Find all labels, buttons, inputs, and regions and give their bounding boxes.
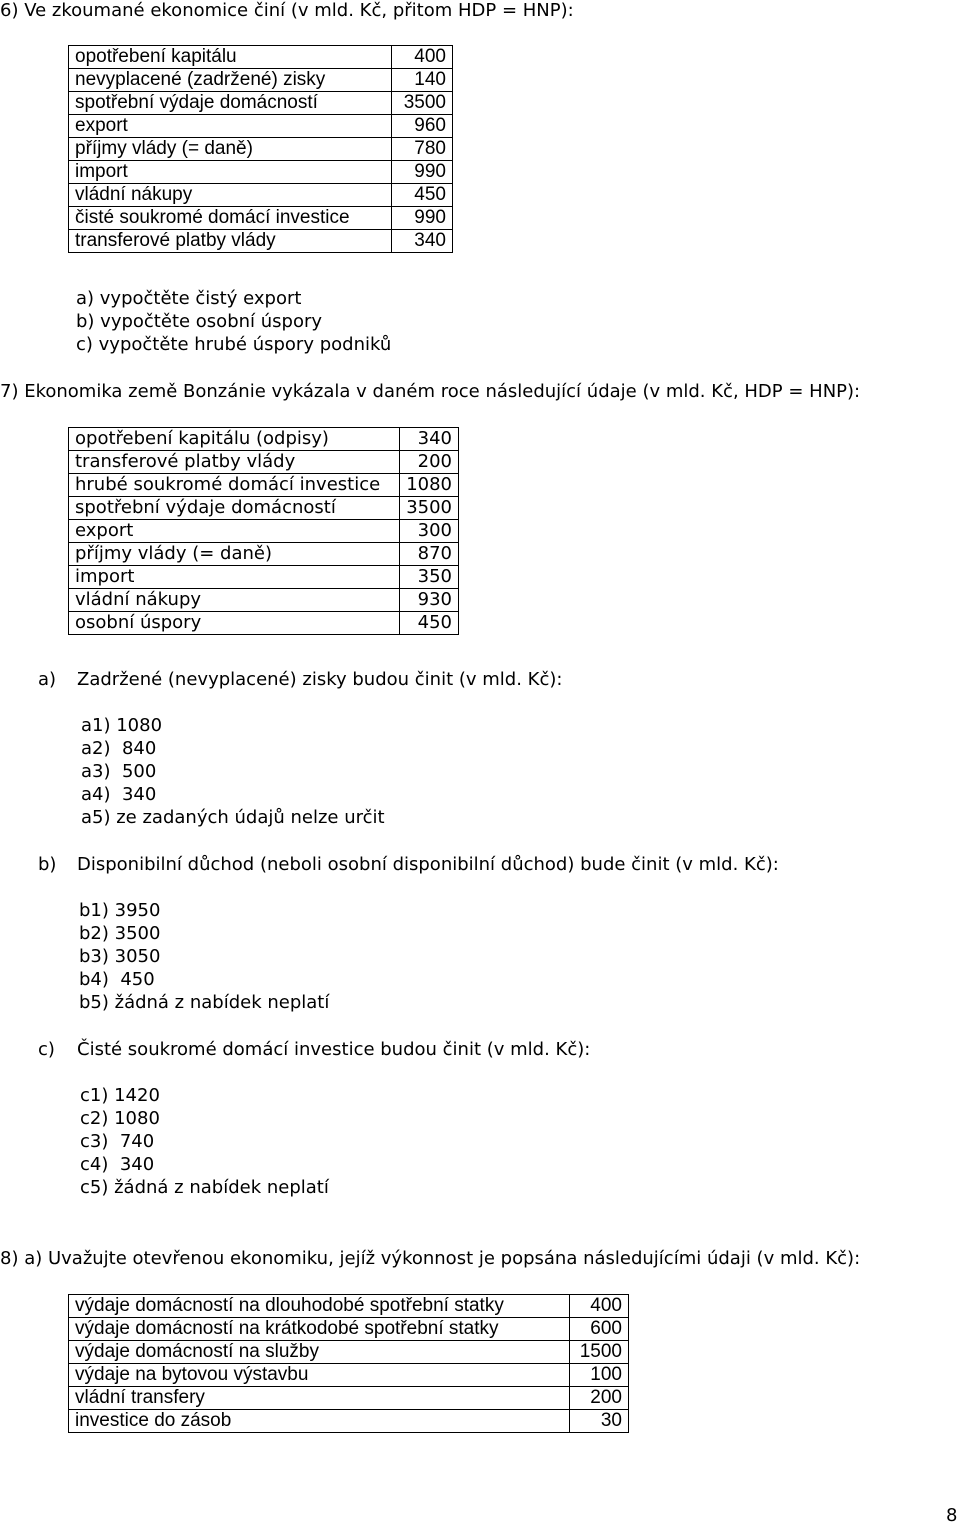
q7-value: 200 [400,451,459,474]
table-row [69,184,453,207]
q8-value: 1500 [570,1341,629,1364]
q7c-option-2: c2) 1080 [80,1108,160,1129]
q6-value: 960 [392,115,453,138]
q6-value: 140 [392,69,453,92]
table-row [69,1318,629,1341]
table-row [69,1387,629,1410]
q7-item: spotřební výdaje domácností [69,497,400,520]
q7b-label: b) [38,854,57,875]
table-row [69,1295,629,1318]
q7c-text: Čisté soukromé domácí investice budou činit (v mld. Kč): [77,1039,591,1060]
q7-item: import [69,566,400,589]
q7-item: vládní nákupy [69,589,400,612]
q8-value: 600 [570,1318,629,1341]
table-row [69,69,453,92]
q7-table [68,427,459,635]
q8-value: 400 [570,1295,629,1318]
page-number: 8 [946,1505,958,1526]
q7-value: 870 [400,543,459,566]
q7-value: 3500 [400,497,459,520]
q6-value: 3500 [392,92,453,115]
q8-item: výdaje domácností na krátkodobé spotřební statky [69,1318,570,1341]
q6-item: vládní nákupy [69,184,392,207]
q8-table [68,1294,629,1433]
q7a-text: Zadržené (nevyplacené) zisky budou činit (v mld. Kč): [77,669,563,690]
q8-heading: 8) a) Uvažujte otevřenou ekonomiku, jejíž výkonnost je popsána následujícími údaji (v mld. Kč): [0,1248,861,1269]
q7a-label: a) [38,669,57,690]
q7b-option-4: b4) 450 [79,969,155,990]
q8-value: 200 [570,1387,629,1410]
q6-item: příjmy vlády (= daně) [69,138,392,161]
q7c-option-3: c3) 740 [80,1131,155,1152]
q7b-option-2: b2) 3500 [79,923,161,944]
q6-task-a: a) vypočtěte čistý export [76,288,302,309]
q7b-option-1: b1) 3950 [79,900,161,921]
table-row [69,451,459,474]
q6-value: 990 [392,207,453,230]
q7-value: 350 [400,566,459,589]
table-row [69,115,453,138]
q6-value: 450 [392,184,453,207]
q6-item: export [69,115,392,138]
table-row [69,92,453,115]
q6-item: opotřebení kapitálu [69,46,392,69]
q7-item: hrubé soukromé domácí investice [69,474,400,497]
q6-value: 990 [392,161,453,184]
q7c-option-1: c1) 1420 [80,1085,160,1106]
q7-value: 1080 [400,474,459,497]
q7c-label: c) [38,1039,55,1060]
table-row [69,520,459,543]
table-row [69,612,459,635]
table-row [69,428,459,451]
q6-item: import [69,161,392,184]
table-row [69,589,459,612]
q7-value: 450 [400,612,459,635]
q7-value: 930 [400,589,459,612]
table-row [69,207,453,230]
q7-item: příjmy vlády (= daně) [69,543,400,566]
q7a-option-4: a4) 340 [81,784,157,805]
table-row [69,474,459,497]
q7a-option-5: a5) ze zadaných údajů nelze určit [81,807,385,828]
q7-item: transferové platby vlády [69,451,400,474]
table-row [69,138,453,161]
q7-item: osobní úspory [69,612,400,635]
q8-item: vládní transfery [69,1387,570,1410]
q8-item: výdaje domácností na služby [69,1341,570,1364]
q7b-option-5: b5) žádná z nabídek neplatí [79,992,330,1013]
table-row [69,566,459,589]
q6-item: nevyplacené (zadržené) zisky [69,69,392,92]
table-row [69,230,453,253]
table-row [69,543,459,566]
q6-table [68,45,453,253]
table-row [69,497,459,520]
q6-item: spotřební výdaje domácností [69,92,392,115]
q7-item: opotřebení kapitálu (odpisy) [69,428,400,451]
q7b-text: Disponibilní důchod (neboli osobní disponibilní důchod) bude činit (v mld. Kč): [77,854,779,875]
q7c-option-4: c4) 340 [80,1154,155,1175]
q7-item: export [69,520,400,543]
q6-item: čisté soukromé domácí investice [69,207,392,230]
q7-value: 340 [400,428,459,451]
q6-value: 780 [392,138,453,161]
q7a-option-1: a1) 1080 [81,715,163,736]
q8-item: výdaje na bytovou výstavbu [69,1364,570,1387]
q6-task-b: b) vypočtěte osobní úspory [76,311,323,332]
q6-value: 340 [392,230,453,253]
q8-value: 30 [570,1410,629,1433]
q7a-option-2: a2) 840 [81,738,157,759]
q7-value: 300 [400,520,459,543]
q6-heading: 6) Ve zkoumané ekonomice činí (v mld. Kč, přitom HDP = HNP): [0,0,574,21]
q7a-option-3: a3) 500 [81,761,157,782]
q7c-option-5: c5) žádná z nabídek neplatí [80,1177,329,1198]
q6-item: transferové platby vlády [69,230,392,253]
q8-value: 100 [570,1364,629,1387]
q6-task-c: c) vypočtěte hrubé úspory podniků [76,334,392,355]
q8-item: investice do zásob [69,1410,570,1433]
table-row [69,1364,629,1387]
table-row [69,1410,629,1433]
table-row [69,46,453,69]
table-row [69,161,453,184]
q7-heading: 7) Ekonomika země Bonzánie vykázala v daném roce následující údaje (v mld. Kč, HDP = HNP): [0,381,861,402]
q7b-option-3: b3) 3050 [79,946,161,967]
q8-item: výdaje domácností na dlouhodobé spotřební statky [69,1295,570,1318]
table-row [69,1341,629,1364]
q6-value: 400 [392,46,453,69]
